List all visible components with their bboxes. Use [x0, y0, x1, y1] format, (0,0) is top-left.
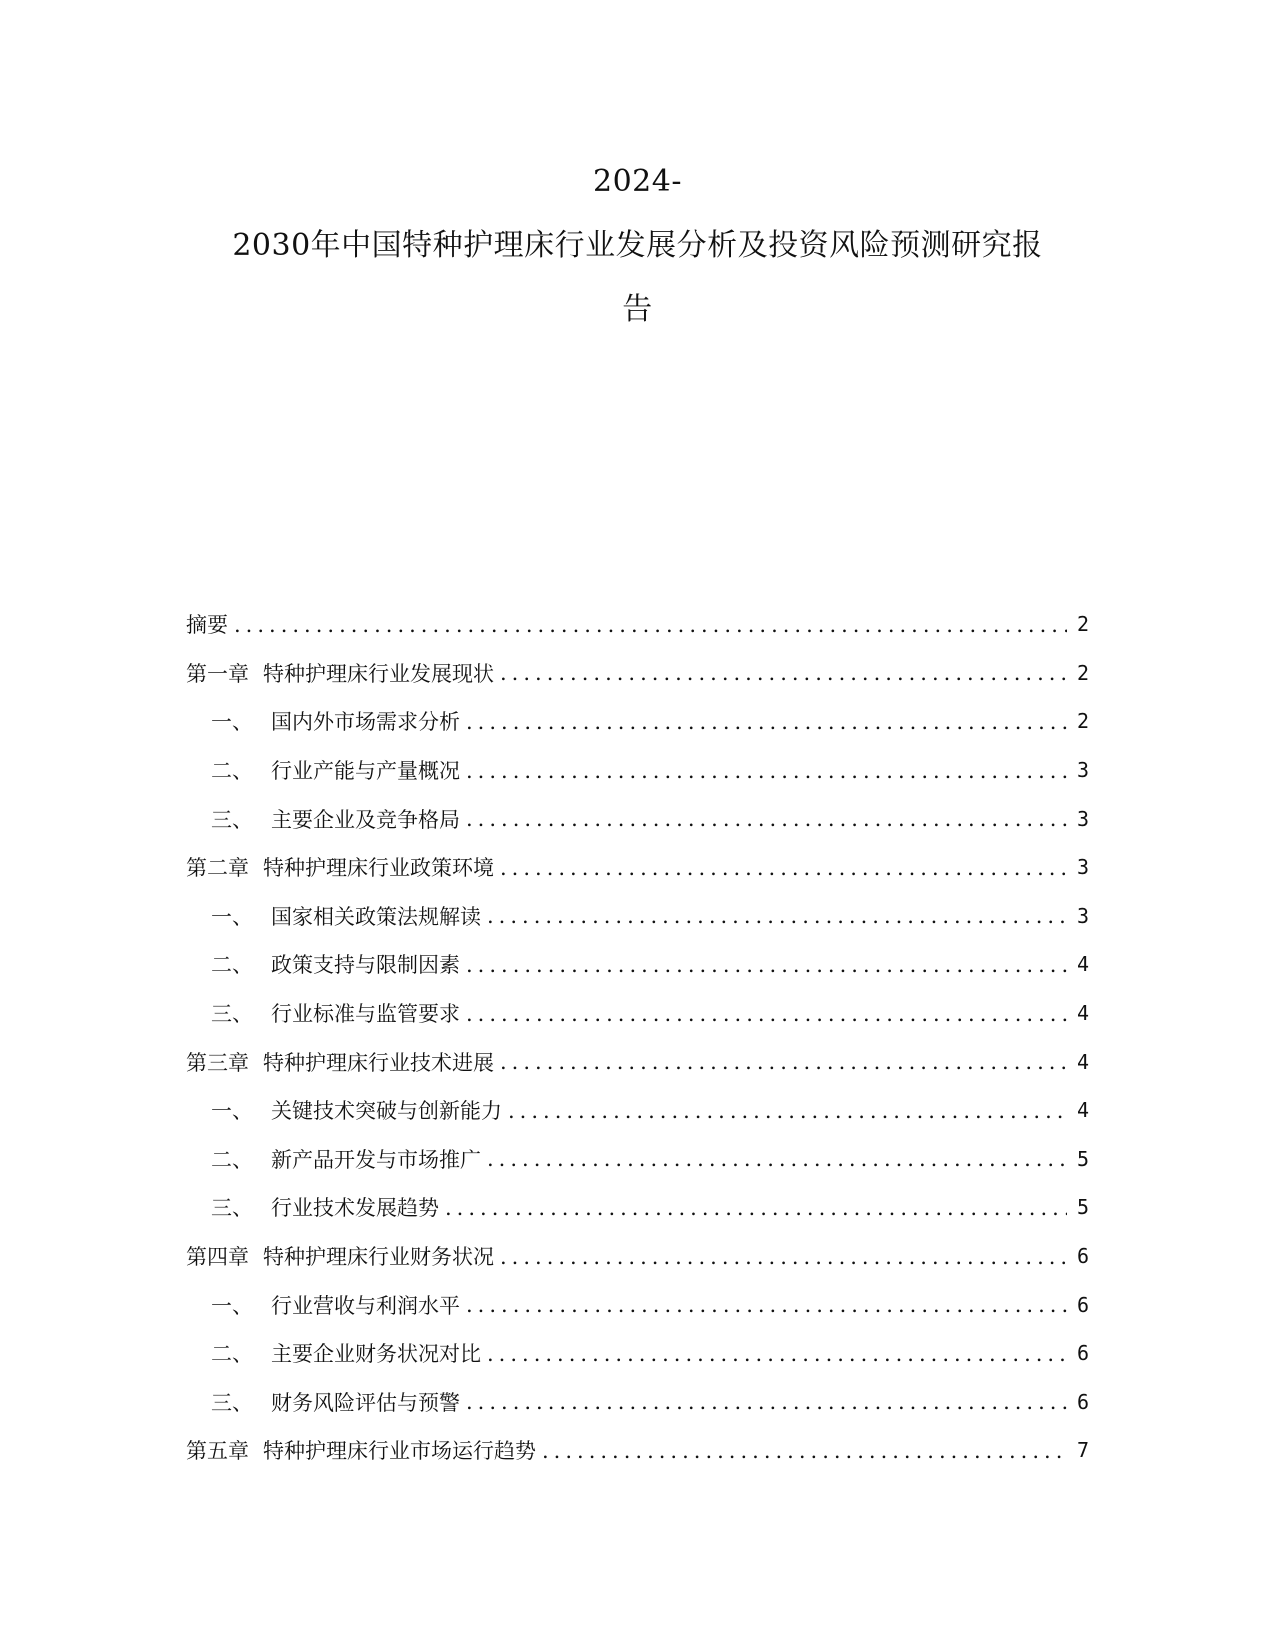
toc-dot-leader [500, 663, 1067, 684]
toc-entry-title: 特种护理床行业市场运行趋势 [263, 1439, 536, 1464]
toc-chapter-entry[interactable] [186, 1426, 1089, 1475]
toc-entry-number: 二、 [211, 759, 253, 784]
toc-entry-label [186, 658, 494, 688]
toc-entry-number: 第三章 [186, 1050, 249, 1075]
toc-entry-title: 新产品开发与市场推广 [271, 1147, 481, 1172]
toc-entry-number: 一、 [211, 904, 253, 929]
toc-section-entry[interactable] [186, 1378, 1089, 1427]
toc-section-entry[interactable] [186, 940, 1089, 989]
toc-entry-label [211, 901, 481, 931]
toc-entry-label [186, 1435, 536, 1465]
toc-page-number: 2 [1076, 612, 1089, 637]
toc-section-entry[interactable] [186, 1329, 1089, 1378]
toc-entry-number: 第一章 [186, 661, 249, 686]
toc-entry-label [211, 1144, 481, 1174]
toc-page-number: 5 [1076, 1146, 1089, 1171]
toc-entry-number: 二、 [211, 1342, 253, 1367]
toc-dot-leader [487, 1344, 1067, 1365]
toc-section-entry[interactable] [186, 794, 1089, 843]
toc-entry-title: 主要企业财务状况对比 [271, 1342, 481, 1367]
toc-dot-leader [487, 1149, 1067, 1170]
toc-entry-number: 第五章 [186, 1439, 249, 1464]
toc-entry-label [186, 852, 494, 882]
toc-page-number: 4 [1076, 1001, 1089, 1026]
toc-section-entry[interactable] [186, 1135, 1089, 1184]
toc-chapter-entry[interactable] [186, 1037, 1089, 1086]
toc-section-entry[interactable] [186, 892, 1089, 941]
toc-entry-label [211, 949, 460, 979]
toc-entry-label [211, 998, 460, 1028]
title-line-1: 2024- [593, 164, 682, 199]
toc-entry-label [211, 1338, 481, 1368]
toc-entry-title: 主要企业及竞争格局 [271, 807, 460, 832]
toc-entry-number: 三、 [211, 1390, 253, 1415]
toc-entry-number: 一、 [211, 710, 253, 735]
toc-page-number: 4 [1076, 952, 1089, 977]
toc-entry-title: 特种护理床行业发展现状 [263, 661, 494, 686]
toc-page-number: 7 [1076, 1438, 1089, 1463]
toc-entry-title: 政策支持与限制因素 [271, 953, 460, 978]
toc-section-entry[interactable] [186, 697, 1089, 746]
toc-entry-title: 国家相关政策法规解读 [271, 904, 481, 929]
table-of-contents [186, 600, 1089, 1475]
toc-dot-leader [542, 1441, 1067, 1462]
toc-section-entry[interactable] [186, 1183, 1089, 1232]
toc-page-number: 3 [1076, 806, 1089, 831]
toc-entry-title: 财务风险评估与预警 [271, 1390, 460, 1415]
toc-entry-number: 第二章 [186, 856, 249, 881]
toc-page-number: 2 [1076, 709, 1089, 734]
toc-dot-leader [466, 1295, 1067, 1316]
toc-page-number: 4 [1076, 1098, 1089, 1123]
toc-entry-title: 行业标准与监管要求 [271, 1002, 460, 1027]
toc-chapter-entry[interactable] [186, 649, 1089, 698]
toc-entry-number: 一、 [211, 1099, 253, 1124]
toc-page-number: 4 [1076, 1049, 1089, 1074]
toc-entry-label [186, 609, 228, 639]
toc-entry-label [211, 1095, 502, 1125]
toc-entry-number: 第四章 [186, 1245, 249, 1270]
toc-dot-leader [500, 1052, 1067, 1073]
toc-entry-number: 三、 [211, 1196, 253, 1221]
toc-page-number: 2 [1076, 660, 1089, 685]
toc-page-number: 6 [1076, 1292, 1089, 1317]
toc-entry-title: 特种护理床行业技术进展 [263, 1050, 494, 1075]
toc-dot-leader [466, 712, 1067, 733]
toc-entry-title: 关键技术突破与创新能力 [271, 1099, 502, 1124]
toc-entry-title: 特种护理床行业政策环境 [263, 856, 494, 881]
title-line-3: 告 [622, 292, 653, 327]
toc-dot-leader [234, 615, 1067, 636]
toc-dot-leader [487, 906, 1067, 927]
toc-entry-number: 三、 [211, 1002, 253, 1027]
toc-entry-label [211, 1387, 460, 1417]
toc-entry-title: 行业营收与利润水平 [271, 1293, 460, 1318]
toc-dot-leader [466, 1004, 1067, 1025]
toc-entry-label [211, 1192, 439, 1222]
toc-entry-label [211, 755, 460, 785]
toc-dot-leader [500, 858, 1067, 879]
toc-chapter-entry[interactable] [186, 843, 1089, 892]
toc-entry-label [186, 1047, 494, 1077]
toc-entry-number: 一、 [211, 1293, 253, 1318]
toc-dot-leader [466, 1392, 1067, 1413]
toc-section-entry[interactable] [186, 1280, 1089, 1329]
toc-page-number: 5 [1076, 1195, 1089, 1220]
toc-entry-title: 国内外市场需求分析 [271, 710, 460, 735]
toc-section-entry[interactable] [186, 746, 1089, 795]
toc-entry-title: 行业技术发展趋势 [271, 1196, 439, 1221]
toc-page-number: 3 [1076, 903, 1089, 928]
toc-page-number: 6 [1076, 1389, 1089, 1414]
toc-entry-number: 三、 [211, 807, 253, 832]
toc-dot-leader [445, 1198, 1067, 1219]
toc-dot-leader [508, 1101, 1067, 1122]
toc-entry-number: 二、 [211, 953, 253, 978]
toc-chapter-entry[interactable] [186, 600, 1089, 649]
toc-section-entry[interactable] [186, 1086, 1089, 1135]
toc-section-entry[interactable] [186, 989, 1089, 1038]
toc-entry-label [211, 1290, 460, 1320]
toc-entry-title: 特种护理床行业财务状况 [263, 1245, 494, 1270]
toc-page-number: 3 [1076, 855, 1089, 880]
document-title [180, 150, 1095, 342]
toc-page-number: 6 [1076, 1244, 1089, 1269]
toc-entry-label [211, 706, 460, 736]
title-line-2: 2030年中国特种护理床行业发展分析及投资风险预测研究报 [232, 228, 1043, 263]
toc-dot-leader [500, 1247, 1067, 1268]
toc-page-number: 6 [1076, 1341, 1089, 1366]
toc-chapter-entry[interactable] [186, 1232, 1089, 1281]
toc-dot-leader [466, 809, 1067, 830]
toc-entry-label [186, 1241, 494, 1271]
toc-entry-title: 行业产能与产量概况 [271, 759, 460, 784]
toc-dot-leader [466, 761, 1067, 782]
toc-entry-label [211, 804, 460, 834]
toc-page-number: 3 [1076, 758, 1089, 783]
toc-entry-title: 摘要 [186, 613, 228, 638]
toc-dot-leader [466, 955, 1067, 976]
toc-entry-number: 二、 [211, 1147, 253, 1172]
